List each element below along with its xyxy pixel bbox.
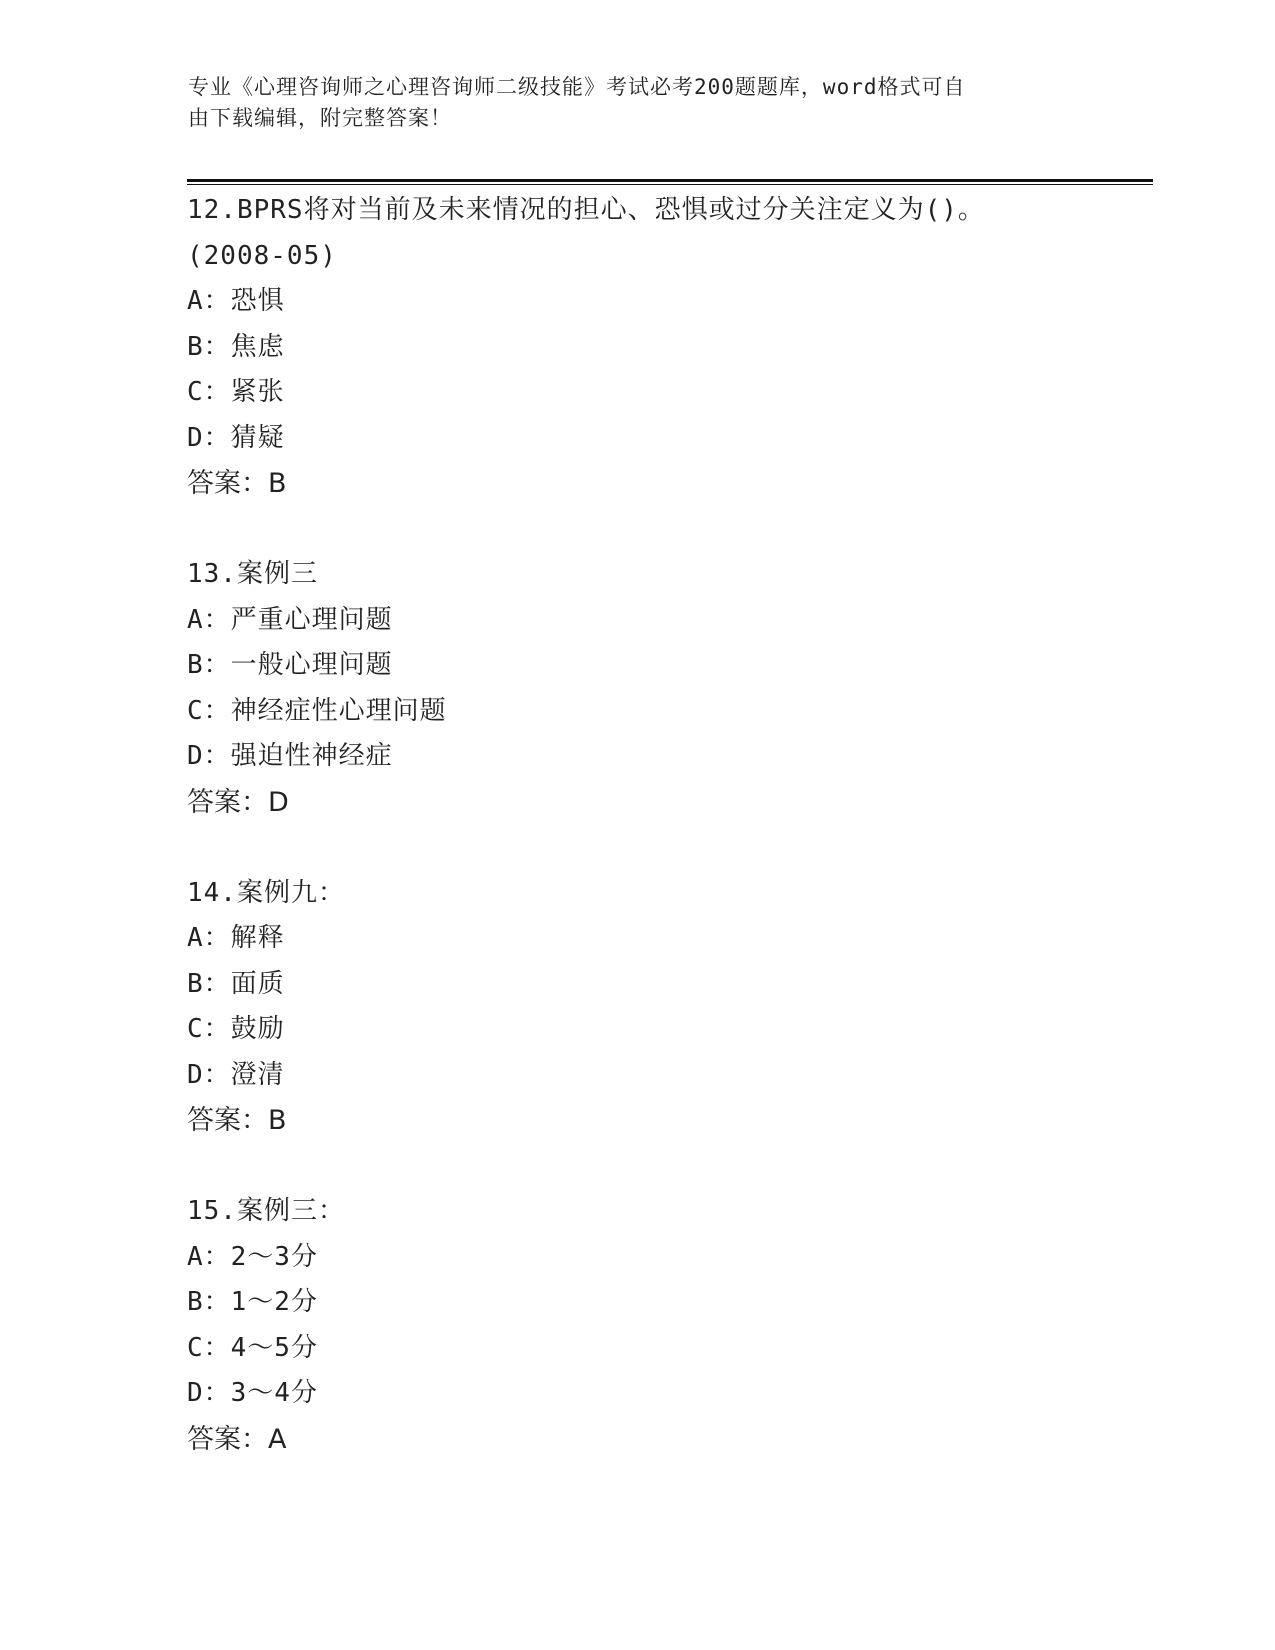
question-stem: 12.BPRS将对当前及未来情况的担心、恐惧或过分关注定义为()。 bbox=[187, 195, 985, 225]
document-header bbox=[188, 72, 1068, 134]
header-line-2: 由下载编辑，附完整答案！ bbox=[188, 106, 452, 130]
question-list bbox=[187, 188, 1147, 1462]
answer-line: 答案：A bbox=[187, 1423, 287, 1455]
option-c: C：4～5分 bbox=[187, 1332, 318, 1363]
option-b: B：焦虑 bbox=[187, 331, 285, 362]
header-divider-thick bbox=[187, 179, 1153, 182]
answer-line: 答案：D bbox=[187, 786, 289, 818]
option-b: B：一般心理问题 bbox=[187, 650, 393, 680]
option-d: D：猜疑 bbox=[187, 422, 285, 453]
option-d: D：3～4分 bbox=[187, 1378, 318, 1408]
option-a: A：解释 bbox=[187, 923, 285, 953]
option-b: B：面质 bbox=[187, 968, 285, 999]
question-stem: 13.案例三 bbox=[187, 559, 318, 589]
option-a: A：严重心理问题 bbox=[187, 604, 393, 635]
option-a: A：恐惧 bbox=[187, 286, 285, 316]
question-stem-continued: (2008-05) bbox=[187, 240, 337, 271]
option-a: A：2～3分 bbox=[187, 1241, 318, 1272]
question-stem: 15.案例三： bbox=[187, 1196, 345, 1226]
question-13 bbox=[187, 552, 1147, 825]
answer-line: 答案：B bbox=[187, 1105, 287, 1136]
header-line-1: 专业《心理咨询师之心理咨询师二级技能》考试必考200题题库，word格式可自 bbox=[188, 75, 966, 99]
question-12 bbox=[187, 188, 1147, 507]
option-c: C：紧张 bbox=[187, 377, 285, 407]
answer-line: 答案：B bbox=[187, 468, 287, 499]
header-divider-thin bbox=[187, 184, 1153, 185]
question-spacer bbox=[187, 825, 1147, 871]
option-c: C：鼓励 bbox=[187, 1014, 285, 1044]
option-b: B：1～2分 bbox=[187, 1287, 318, 1317]
question-15 bbox=[187, 1189, 1147, 1462]
option-c: C：神经症性心理问题 bbox=[187, 695, 447, 726]
question-spacer bbox=[187, 507, 1147, 553]
question-spacer bbox=[187, 1144, 1147, 1190]
question-14 bbox=[187, 871, 1147, 1144]
option-d: D：澄清 bbox=[187, 1059, 285, 1090]
question-stem: 14.案例九： bbox=[187, 877, 345, 908]
option-d: D：强迫性神经症 bbox=[187, 741, 393, 771]
